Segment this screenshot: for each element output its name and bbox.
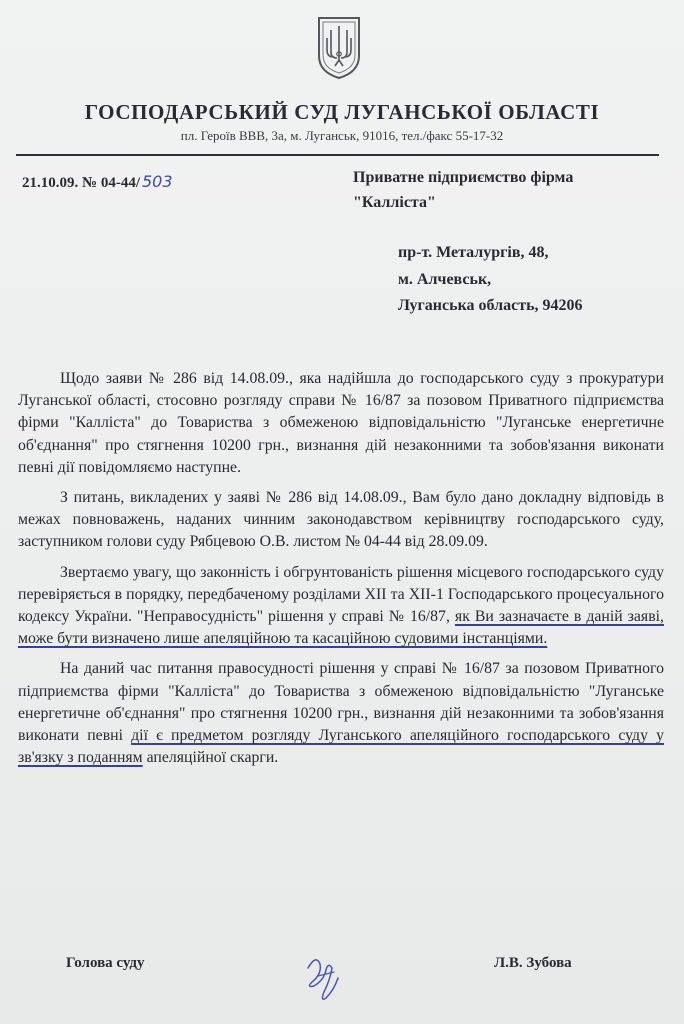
recipient-address	[398, 240, 583, 320]
recipient-line-2: "Калліста"	[353, 194, 436, 211]
address-region: Луганська область, 94206	[398, 297, 583, 314]
paragraph-3-text: Звертаємо увагу, що законність і обгрунтованість рішення місцевого господарського суду перевіряється в порядку, передбаченому розділами XII та XII-1 Господарського процесуального кодексу України. "Неправосудність" рішення у справі № 16/87,	[18, 563, 664, 626]
paragraph-3-underlined: як Ви зазначаєте в даній заяві, може бути визначено лише апеляційною та касаційною судовими інстанціями.	[18, 608, 664, 648]
letter-body	[18, 368, 664, 777]
paragraph-4-underlined: дії є предметом розгляду Луганського апеляційного господарського суду у зв'язку з поданням	[18, 727, 665, 767]
reference-number: 21.10.09. № 04-44/	[22, 175, 140, 191]
body-paragraph-1: Щодо заяви № 286 від 14.08.09., яка надійшла до господарського суду з прокуратури Луганської області, стосовно розгляду справи № 16/87 за позовом Приватного підприємства фірми "Калліста" до Товариства з обмеженою відповідальністю "Луганське енергетичне об'єднання" про стягнення 10200 грн., визнання дій незаконними та зобов'язання виконати певні дії повідомляємо наступне.	[18, 370, 664, 476]
handwritten-signature	[300, 948, 346, 1006]
signatory-title: Голова суду	[66, 955, 145, 971]
body-paragraph-4	[18, 658, 664, 769]
address-city: м. Алчевськ,	[398, 270, 492, 288]
address-street: пр-т. Металургів, 48,	[398, 244, 549, 261]
court-name: ГОСПОДАРСЬКИЙ СУД ЛУГАНСЬКОЇ ОБЛАСТІ	[84, 100, 600, 124]
trident-emblem-icon	[316, 16, 362, 80]
reference-handwritten-number: 503	[142, 172, 173, 191]
body-paragraph-3	[18, 562, 664, 651]
paragraph-4-text: На даний час питання правосудності рішення у справі № 16/87 за позовом Приватного підприємства фірми "Калліста" до Товариства з обмеженою відповідальністю "Луганське енергетичне об'єднання" про стягнення 10200 грн., визнання дій незаконними та зобов'язання виконати певні	[18, 660, 664, 745]
recipient-line-1: Приватне підприємство фірма	[353, 169, 574, 186]
recipient-block	[353, 165, 573, 215]
court-address: пл. Героїв ВВВ, 3а, м. Луганськ, 91016, тел./факс 55-17-32	[180, 128, 504, 143]
paragraph-4-ending: апеляційної скарги.	[142, 749, 279, 767]
body-paragraph-2: З питань, викладених у заяві № 286 від 14.08.09., Вам було дано докладну відповідь в межах повноважень, наданих чинним законодавством керівництву господарського суду, заступником голови суду Рябцевою О.В. листом № 04-44 від 28.09.09.	[18, 489, 664, 551]
signatory-name: Л.В. Зубова	[494, 955, 572, 971]
outgoing-reference	[22, 172, 173, 192]
header-divider	[16, 154, 659, 156]
